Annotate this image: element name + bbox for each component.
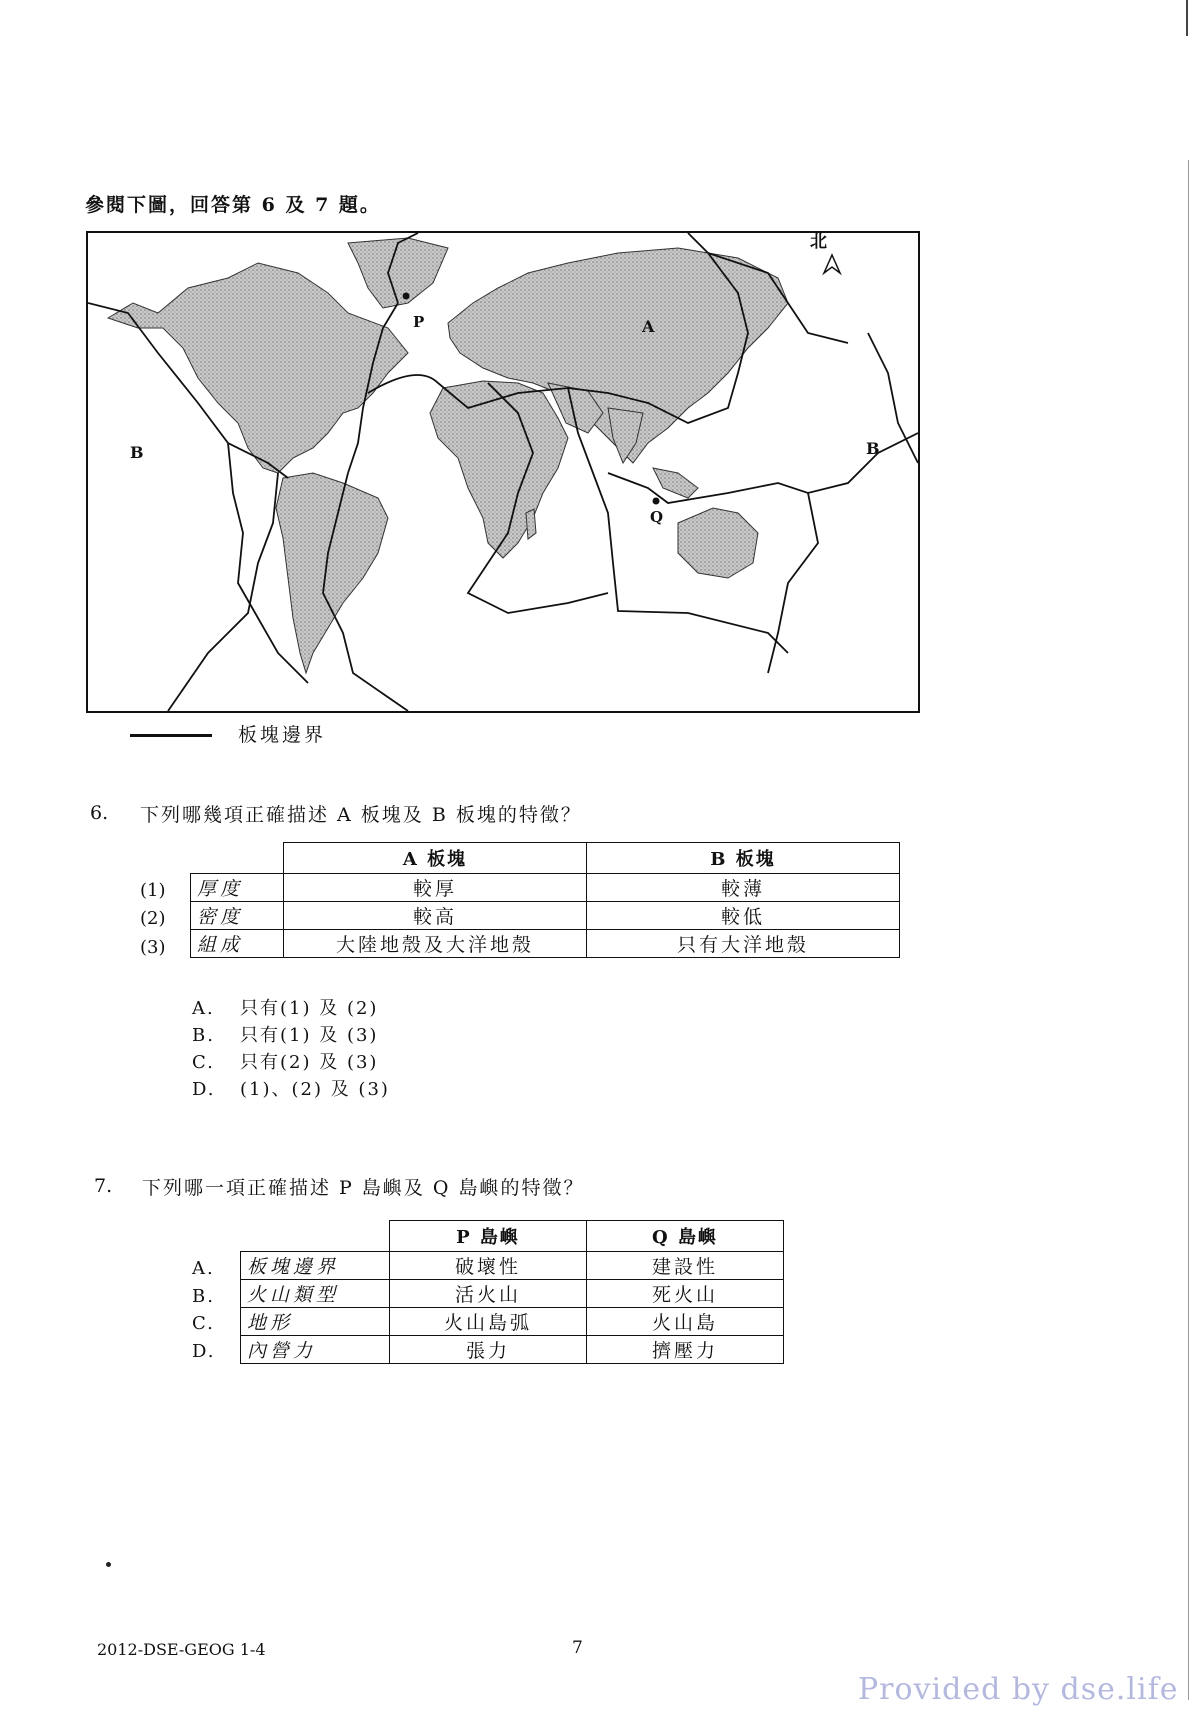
southeast-asia-islands: [653, 468, 698, 498]
q6-b-cell: 較薄: [587, 874, 900, 902]
south-america-landmass: [276, 473, 388, 673]
q7-question-text: 下列哪一項正確描述 P 島嶼及 Q 島嶼的特徵？: [142, 1177, 585, 1199]
q7-p-cell: 破壞性: [390, 1252, 587, 1280]
q7-q-cell: 死火山: [587, 1280, 784, 1308]
scan-edge-mark: [1186, 0, 1188, 36]
world-plate-map: [86, 231, 920, 713]
q7-q-cell: 火山島: [587, 1308, 784, 1336]
plate-label-b-east: B: [866, 439, 880, 458]
africa-landmass: [430, 381, 568, 558]
q7-p-cell: 火山島弧: [390, 1308, 587, 1336]
scan-edge-mark: [1188, 160, 1189, 1700]
q7-option-label-c[interactable]: C.: [192, 1313, 215, 1334]
q7-attr-cell: 板塊邊界: [241, 1252, 390, 1280]
watermark: Provided by dse.life: [858, 1672, 1179, 1707]
option-text: 只有(1) 及 (3): [240, 1025, 379, 1046]
q6-option-b[interactable]: [192, 1021, 378, 1047]
option-label: C.: [192, 1052, 215, 1073]
exam-code: 2012-DSE-GEOG 1-4: [97, 1640, 266, 1659]
q6-option-a[interactable]: [192, 994, 378, 1020]
option-text: 只有(1) 及 (2): [240, 998, 379, 1019]
q6-attr-cell: 組成: [191, 930, 284, 958]
q7-number: 7.: [94, 1175, 113, 1197]
point-label-p: P: [413, 313, 425, 331]
q6-a-cell: 較厚: [284, 874, 587, 902]
north-arrow-icon: [824, 255, 840, 273]
q-point-marker: [653, 498, 660, 505]
table-row: [191, 902, 900, 930]
option-text: 只有(2) 及 (3): [240, 1052, 379, 1073]
q6-a-cell: 較高: [284, 902, 587, 930]
continents: [108, 238, 788, 673]
north-america-landmass: [108, 263, 408, 473]
q6-b-cell: 較低: [587, 902, 900, 930]
table-row: [191, 930, 900, 958]
legend-label: 板塊邊界: [238, 724, 327, 746]
q7-attr-cell: 內營力: [241, 1336, 390, 1364]
greenland-landmass: [348, 238, 448, 308]
madagascar-island: [526, 509, 536, 539]
q6-attr-cell: 密度: [191, 902, 284, 930]
q7-header-q: Q 島嶼: [587, 1221, 784, 1252]
point-label-q: Q: [650, 508, 664, 526]
q6-row-label: (1): [140, 880, 166, 901]
table-row: [241, 1252, 784, 1280]
legend-line-symbol: [130, 734, 212, 737]
q7-option-label-d[interactable]: D.: [192, 1341, 216, 1362]
q7-p-cell: 張力: [390, 1336, 587, 1364]
q6-a-cell: 大陸地殼及大洋地殼: [284, 930, 587, 958]
q6-question-text: 下列哪幾項正確描述 A 板塊及 B 板塊的特徵？: [140, 804, 582, 826]
q7-option-label-a[interactable]: A.: [192, 1258, 215, 1279]
table-header-row: [191, 843, 900, 874]
table-row: [191, 874, 900, 902]
stray-dot: [106, 1562, 111, 1567]
australia-landmass: [678, 508, 758, 578]
q7-attr-cell: 火山類型: [241, 1280, 390, 1308]
q6-header-b: B 板塊: [587, 843, 900, 874]
q7-option-label-b[interactable]: B.: [192, 1286, 215, 1307]
q6-row-label: (2): [140, 908, 166, 929]
option-text: (1)、(2) 及 (3): [240, 1079, 390, 1100]
table-row: [241, 1336, 784, 1364]
p-point-marker: [403, 293, 410, 300]
q6-number: 6.: [90, 802, 109, 824]
q7-header-p: P 島嶼: [390, 1221, 587, 1252]
table-row: [241, 1280, 784, 1308]
q7-p-cell: 活火山: [390, 1280, 587, 1308]
q7-attr-cell: 地形: [241, 1308, 390, 1336]
q6-table: [190, 842, 900, 958]
q6-attr-cell: 厚度: [191, 874, 284, 902]
plate-label-b-west: B: [130, 443, 144, 462]
q6-header-a: A 板塊: [284, 843, 587, 874]
q7-table: [240, 1220, 784, 1364]
table-row: [241, 1308, 784, 1336]
q7-q-cell: 擠壓力: [587, 1336, 784, 1364]
plate-label-a: A: [642, 317, 655, 336]
option-label: A.: [192, 998, 215, 1019]
option-label: B.: [192, 1025, 215, 1046]
q7-q-cell: 建設性: [587, 1252, 784, 1280]
q6-b-cell: 只有大洋地殼: [587, 930, 900, 958]
north-label: 北: [810, 232, 827, 252]
page-number: 7: [572, 1638, 583, 1658]
intro-instruction: 參閱下圖，回答第 6 及 7 題。: [85, 194, 381, 216]
map-graphic: [88, 233, 918, 711]
q6-option-c[interactable]: [192, 1048, 378, 1074]
q6-option-d[interactable]: [192, 1075, 390, 1101]
table-header-row: [241, 1221, 784, 1252]
option-label: D.: [192, 1079, 216, 1100]
q6-row-label: (3): [140, 937, 166, 958]
